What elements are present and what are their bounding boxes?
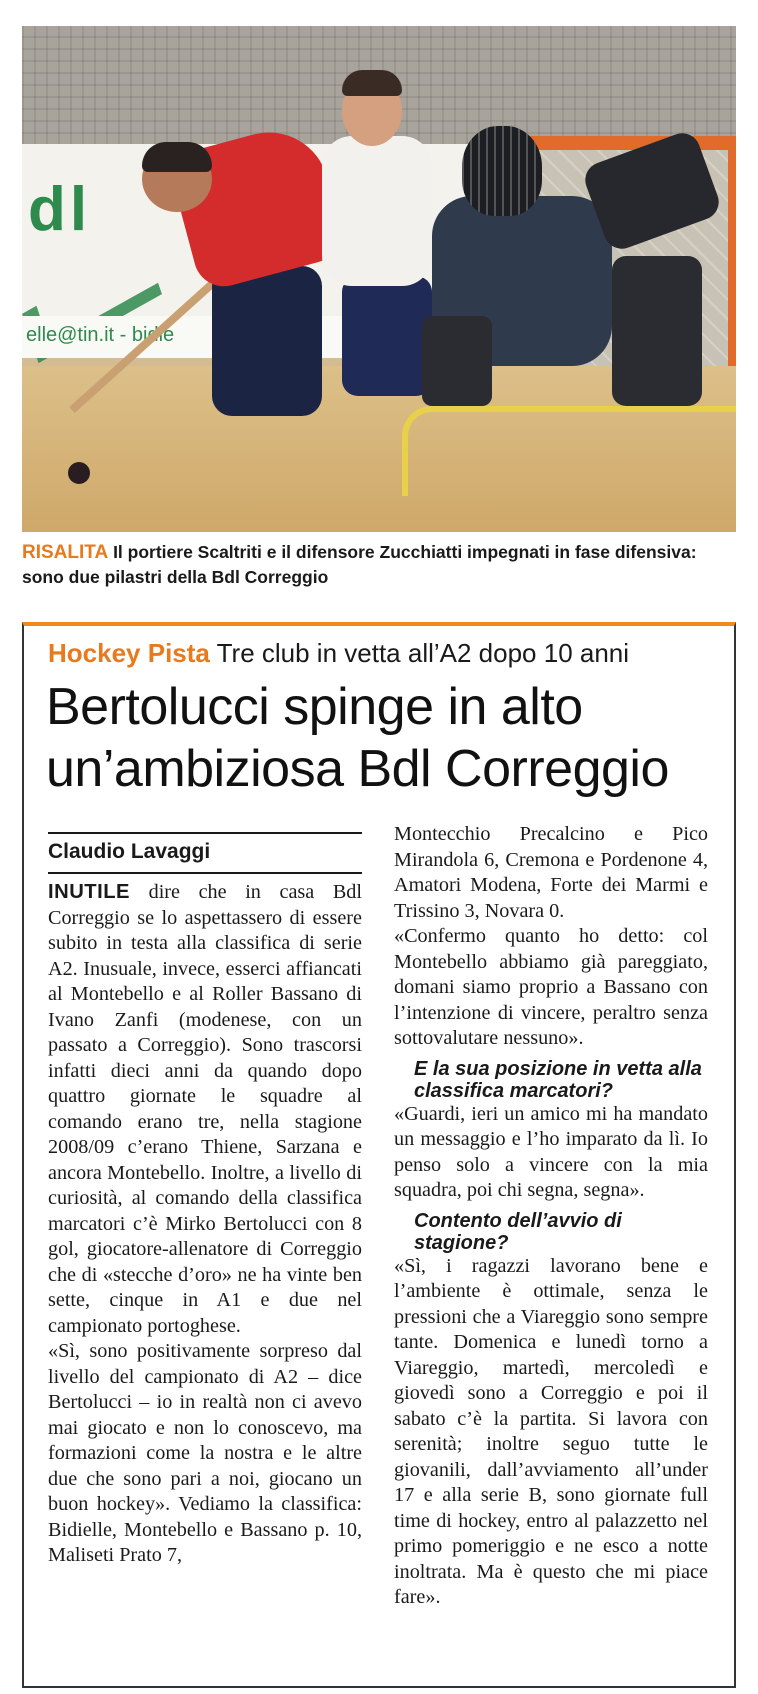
paragraph: «Sì, i ragazzi lavorano bene e l’ambiente è ottimale, senza le pressioni che a Viareggio sono sempre tante. Domenica e lunedì torno a Viareggio, martedì, mercoledì e giovedì sono a Correggio e poi il sabato c’è la partita. Si lavora con serenità; inoltre seguo tutte le giovanili, dall’avviamento all’under 17 e alla serie B, sono giornate full time di hockey, entro al palazzetto nel primo pomeriggio e ne esco a notte inoltrata. Ma è questo che mi piace fare». — [394, 1254, 708, 1608]
column-1 — [48, 880, 362, 1569]
column-2 — [394, 822, 708, 1611]
goalkeeper — [422, 126, 722, 426]
paragraph: «Guardi, ieri un amico mi ha mandato un messaggio e l’ho imparato da lì. Io penso solo a vincere con la mia squadra, poi chi segna, segna». — [394, 1102, 708, 1201]
interview-question: Contento dell’avvio di stagione? — [414, 1209, 622, 1254]
goalkeeper-pad-left — [422, 316, 492, 406]
paragraph: «Sì, sono positivamente sorpreso dal livello del campionato di A2 – dice Bertolucci – io in realtà non ci avevo mai giocato e non lo conoscevo, ma formazioni come la nostra e le altre due che sono pari a noi, giocano un buon hockey». Vediamo la classifica: Bidielle, Montebello e Bassano p. 10, Maliseti Prato 7, — [48, 1340, 362, 1566]
byline: Claudio Lavaggi — [48, 832, 362, 874]
headline-line-2: un’ambiziosa Bdl Correggio — [46, 740, 669, 798]
goalkeeper-pad-right — [612, 256, 702, 406]
article-photo — [22, 26, 736, 532]
hockey-ball — [68, 462, 90, 484]
article-subhead — [48, 638, 629, 669]
goalkeeper-helmet — [462, 126, 542, 216]
interview-question: E la sua posizione in vetta alla classifica marcatori? — [414, 1057, 702, 1102]
player-red-legs — [212, 266, 322, 416]
subhead-text: Tre club in vetta all’A2 dopo 10 anni — [209, 638, 630, 668]
player-red-hair — [142, 142, 212, 172]
sponsor-logo-text: dl — [28, 175, 92, 244]
section-kicker: Hockey Pista — [48, 638, 210, 668]
caption-kicker: RISALITA — [22, 542, 109, 563]
article-headline — [46, 676, 736, 800]
player-white-hair — [342, 70, 402, 96]
player-white-legs — [342, 276, 432, 396]
caption-text: Il portiere Scaltriti e il difensore Zucchiatti impegnati in fase difensiva: sono due pilastri della Bdl Correggio — [22, 542, 697, 587]
paragraph: «Confermo quanto ho detto: col Montebello abbiamo già pareggiato, domani siamo proprio a Bassano con l’intenzione di vincere, peraltro senza sottovalutare nessuno». — [394, 925, 708, 1049]
photo-caption — [22, 540, 736, 589]
player-white-jersey — [322, 136, 432, 286]
lead-word: INUTILE — [48, 881, 131, 903]
paragraph-text: dire che in casa Bdl Correggio se lo aspettassero di essere subito in testa alla classifica di serie A2. Inusuale, invece, esserci affiancati al Montebello e al Roller Bassano di Ivano Zanfi (modenese, con un passato a Correggio). Sono trascorsi infatti dieci anni da quando dopo quattro giornate le squadre al comando erano tre, nella stagione 2008/09 c’erano Thiene, Sarzana e ancora Montebello. Inoltre, a livello di curiosità, al comando della classifica marcatori c’è Mirko Bertolucci con 8 gol, giocatore-allenatore di Correggio che di «stecche d’oro» ne ha vinte ben sette, cinque in A1 e due nel campionato portoghese. — [48, 881, 362, 1337]
sponsor-email-text: elle@tin.it - bidie — [26, 324, 175, 346]
paragraph: Montecchio Precalcino e Pico Mirandola 6, Cremona e Pordenone 4, Amatori Modena, Forte dei Marmi e Trissino 3, Novara 0. — [394, 823, 708, 922]
headline-line-1: Bertolucci spinge in alto — [46, 678, 583, 736]
paragraph — [48, 880, 362, 1339]
